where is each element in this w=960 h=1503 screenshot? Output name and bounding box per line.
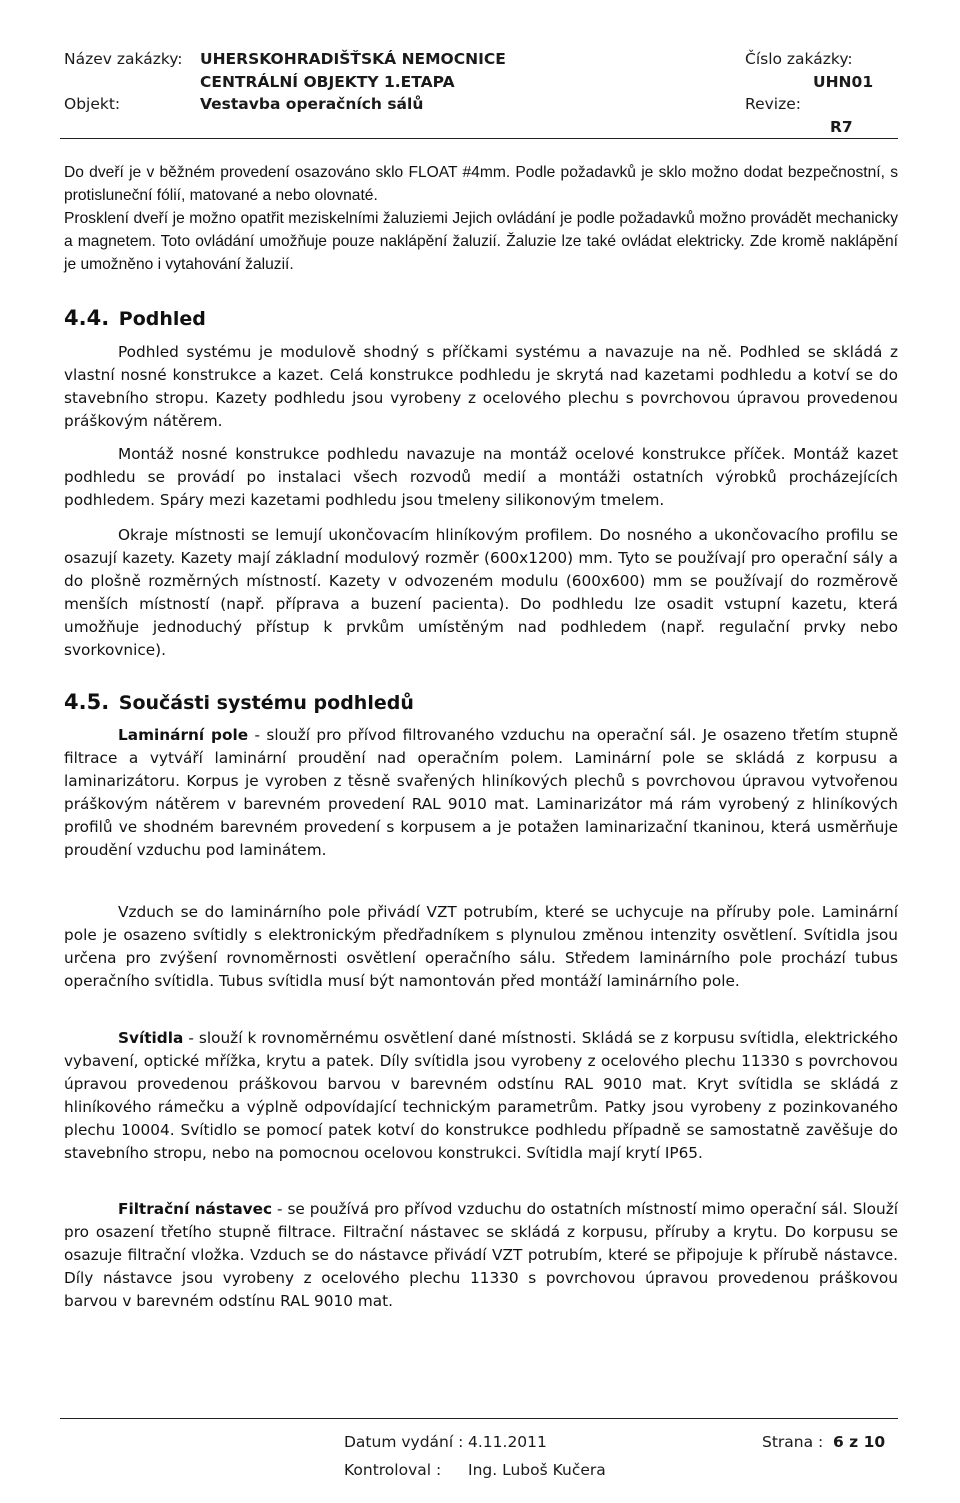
- revize-value: R7: [830, 118, 853, 136]
- datum-label: Datum vydání :: [344, 1433, 464, 1451]
- section-heading-4-5: [64, 690, 414, 714]
- intro-paragraph-2a: Prosklení dveří je možno opatřit meziskelními žaluziemi Jejich ovládání je podle požadavků možno provádět mechanicky a magnetem. Toto ovládání umožňuje pouze naklápění žaluzií.: [64, 210, 898, 250]
- term-filtracni-nastavec: Filtrační nástavec: [118, 1200, 273, 1218]
- cislo-label: Číslo zakázky:: [745, 50, 853, 68]
- term-laminarni-pole: Laminární pole: [118, 726, 249, 744]
- podhled-paragraph-2: Montáž nosné konstrukce podhledu navazuje na montáž ocelové konstrukce příček. Montáž kazet podhledu se provádí po instalaci všech rozvodů medií a montáži ostatních výrobků procházejících podhledem. Spáry mezi kazetami podhledu jsou tmeleny silikonovým tmelem.: [64, 445, 898, 509]
- laminarni-pole-text: - slouží pro přívod filtrovaného vzduchu na operační sál. Je osazeno třetím stupně filtrace a vytváří laminární proudění nad operačním polem. Laminární pole se skládá z korpusu a laminarizátoru. Korpus je vyroben z těsně svařených hliníkových plechů s povrchovou úpravou vytvořenou práškovým nátěrem v barevném provedení RAL 9010 mat. Laminarizátor má rám vyrobený z hliníkových profilů ve shodném barevném provedení s korpusem a je potažen laminarizační tkaninou, která usměrňuje proudění vzduchu pod laminátem.: [64, 726, 898, 859]
- laminarni-pole-paragraph: [64, 724, 898, 862]
- section-number: 4.5.: [64, 690, 110, 714]
- datum-value: 4.11.2011: [468, 1433, 547, 1451]
- cislo-value: UHN01: [813, 73, 874, 91]
- kontroloval-value: Ing. Luboš Kučera: [468, 1461, 606, 1479]
- revize-label: Revize:: [745, 95, 801, 113]
- filtracni-nastavec-text: - se používá pro přívod vzduchu do ostatních místností mimo operační sál. Slouží pro osazení třetího stupně filtrace. Filtrační nástavec se skládá z korpusu, příruby a krytu. Do korpusu se osazuje filtrační vložka. Vzduch se do nástavce přivádí VZT potrubím, které se připojuje k přírubě nástavce. Díly nástavce jsou vyrobeny z ocelového plechu 11330 s povrchovou úpravou provedenou práškovou barvou v barevném odstínu RAL 9010 mat.: [64, 1200, 898, 1310]
- intro-paragraph-2: [64, 207, 898, 276]
- section-number: 4.4.: [64, 306, 110, 330]
- podhled-paragraph-3: Okraje místnosti se lemují ukončovacím hliníkovým profilem. Do nosného a ukončovacího profilu se osazují kazety. Kazety mají základní modulový rozměr (600x1200) mm. Tyto se používají pro operační sály a do plošně rozměrných místností. Kazety v odvozeném modulu (600x600) mm se používají do rozměrově menších místností (např. příprava a buzení pacienta). Do podhledu lze osadit vstupní kazetu, která umožňuje jednoduchý přístup k prvkům umístěným nad podhledem (např. regulační prvky nebo svorkovnice).: [64, 526, 898, 659]
- intro-paragraph-1: Do dveří je v běžném provedení osazováno sklo FLOAT #4mm. Podle požadavků je sklo možno dodat bezpečnostní, s protisluneční fólií, matované a nebo olovnaté.: [64, 164, 898, 204]
- kontroloval-label: Kontroloval :: [344, 1461, 442, 1479]
- section-title: Součásti systému podhledů: [118, 692, 414, 714]
- filtracni-nastavec-paragraph: [64, 1198, 898, 1313]
- objekt-value: Vestavba operačních sálů: [200, 95, 424, 113]
- intro-paragraph-2c: Zde kromě naklápění je umožněno i vytahování žaluzií.: [64, 233, 898, 273]
- document-header: [64, 50, 894, 140]
- svitidla-paragraph: [64, 1027, 898, 1165]
- podhled-paragraph-1: Podhled systému je modulově shodný s příčkami systému a navazuje na ně. Podhled se skládá z vlastní nosné konstrukce a kazet. Celá konstrukce podhledu je skrytá nad kazetami podhledu a kotví se do stavebního stropu. Kazety podhledu jsou vyrobeny z ocelového plechu s povrchovou úpravou provedenou práškovým nátěrem.: [64, 343, 898, 430]
- intro-paragraph-2b: Žaluzie lze také ovládat elektricky.: [501, 233, 745, 250]
- objekt-label: Objekt:: [64, 95, 121, 113]
- header-divider: [60, 138, 898, 139]
- section-heading-4-4: [64, 306, 206, 330]
- zakazka-line2: CENTRÁLNÍ OBJEKTY 1.ETAPA: [200, 73, 455, 91]
- term-svitidla: Svítidla: [118, 1029, 184, 1047]
- strana-value: 6 z 10: [833, 1433, 886, 1451]
- section-title: Podhled: [118, 308, 206, 330]
- svitidla-text: - slouží k rovnoměrnému osvětlení dané místnosti. Skládá se z korpusu svítidla, elektrického vybavení, optické mřížka, krytu a patek. Díly svítidla jsou vyrobeny z ocelového plechu 11330 s povrchovou úpravou provedenou práškovou barvou v barevném odstínu RAL 9010 mat. Kryt svítidla se skládá z hliníkového rámečku a výplně odpovídající technickým parametrům. Patky jsou vyrobeny z pozinkovaného plechu 10004. Svítidlo se pomocí patek kotví do konstrukce podhledu případně se samostatně zavěšuje do stavebního stropu, nebo na pomocnou ocelovou konstrukci. Svítidla mají krytí IP65.: [64, 1029, 898, 1162]
- strana-label: Strana :: [762, 1433, 824, 1451]
- vzduch-paragraph: Vzduch se do laminárního pole přivádí VZT potrubím, které se uchycuje na příruby pole. Laminární pole je osazeno svítidly s elektronickým předřadníkem s plynulou změnou intenzity osvětlení. Svítidla jsou určena pro zvýšení rovnoměrnosti osvětlení operačního sálu. Středem laminárního pole prochází tubus operačního svítidla. Tubus svítidla musí být namontován před montáží laminárního pole.: [64, 903, 898, 990]
- footer-divider: [60, 1418, 898, 1419]
- zakazka-line1: UHERSKOHRADIŠŤSKÁ NEMOCNICE: [200, 50, 506, 68]
- zakazka-label: Název zakázky:: [64, 50, 183, 68]
